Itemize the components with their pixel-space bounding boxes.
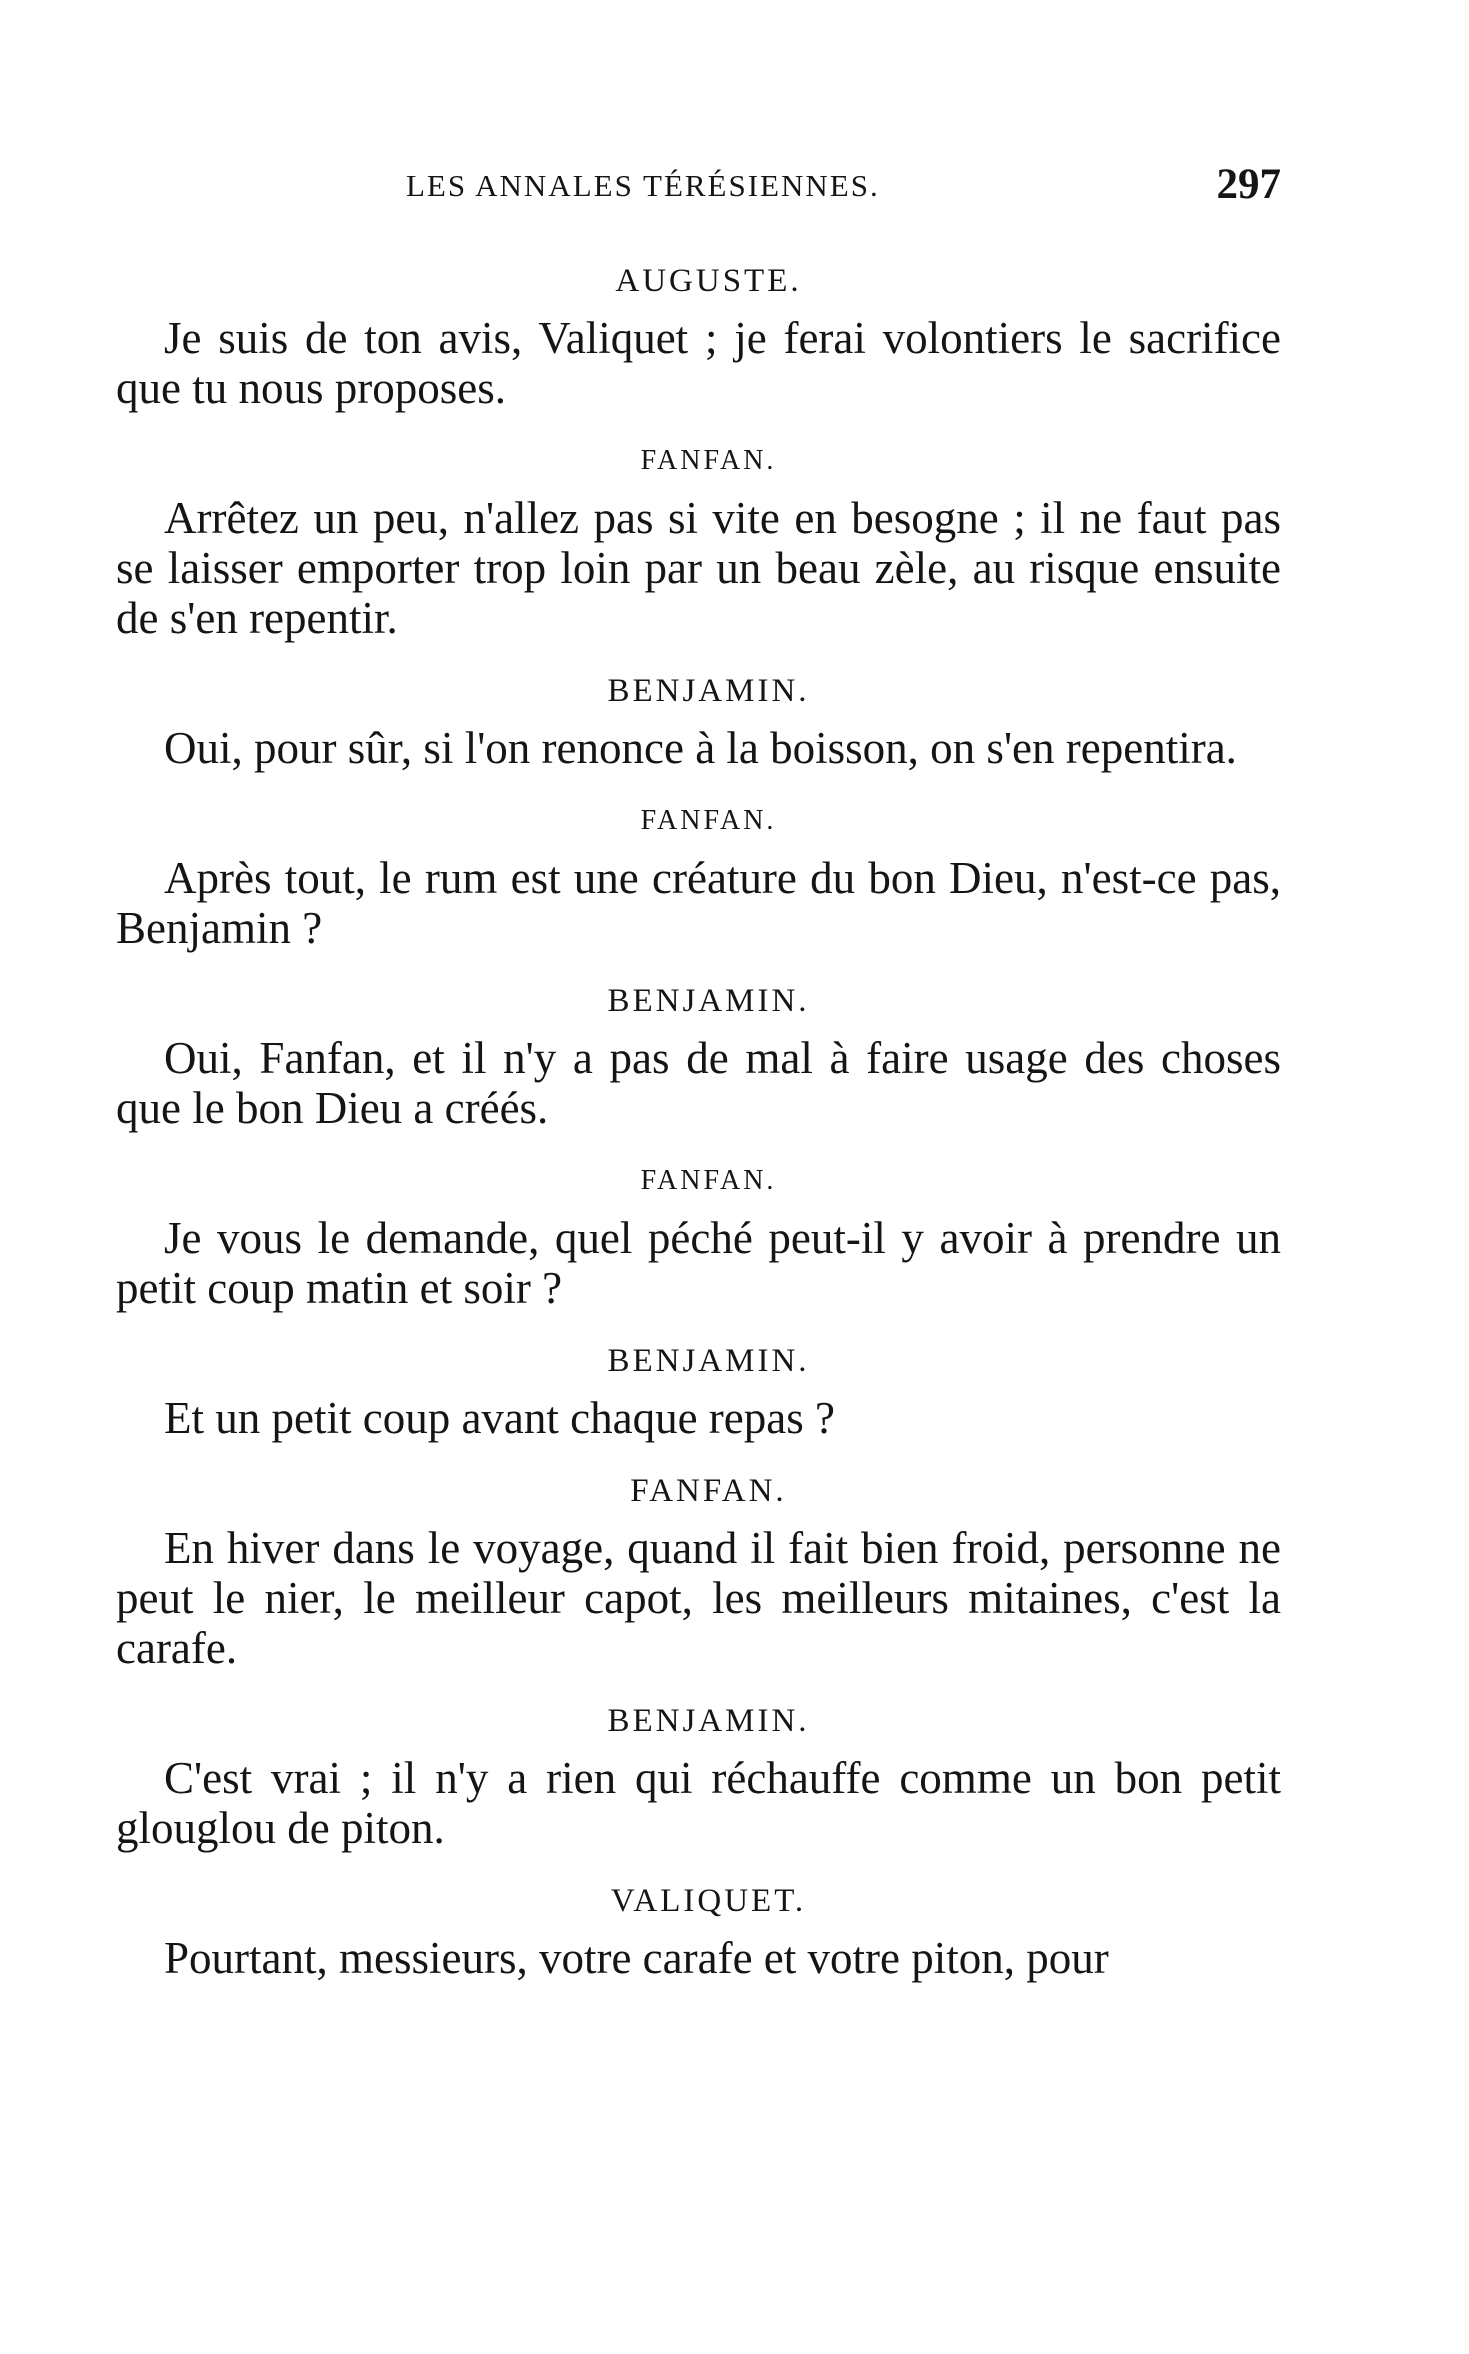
dialogue-entry [116,795,1281,953]
speaker-name: BENJAMIN. [607,1343,810,1379]
running-title: LES ANNALES TÉRÉSIENNES. [406,168,880,203]
dialogue-entry [116,975,1281,1133]
speech-text: C'est vrai ; il n'y a rien qui réchauffe comme un bon petit glouglou de piton. [116,1753,1281,1853]
dialogue-entry [116,665,1281,773]
speaker-name: FANFAN. [640,805,777,836]
dialogue-entry [116,1875,1281,1983]
speaker-name: AUGUSTE. [615,263,802,299]
dialogue-entry [116,1465,1281,1673]
speech-text: Oui, Fanfan, et il n'y a pas de mal à faire usage des choses que le bon Dieu a créés. [116,1033,1281,1133]
page-header [116,160,1281,210]
speech-text: Je suis de ton avis, Valiquet ; je ferai volontiers le sacrifice que tu nous proposes. [116,313,1281,413]
speaker-name: BENJAMIN. [607,673,810,709]
dialogue-entry [116,1155,1281,1313]
speech-text: Pourtant, messieurs, votre carafe et votre piton, pour [164,1933,1109,1983]
speech-text: Je vous le demande, quel péché peut-il y avoir à prendre un petit coup matin et soir ? [116,1213,1281,1313]
speaker-name: VALIQUET. [610,1883,807,1919]
speaker-name: FANFAN. [640,1165,777,1196]
speaker-name: FANFAN. [640,445,777,476]
speech-text: Arrêtez un peu, n'allez pas si vite en besogne ; il ne faut pas se laisser emporter trop loin par un beau zèle, au risque ensuite de s'en repentir. [116,493,1281,643]
speech-text: Oui, pour sûr, si l'on renonce à la boisson, on s'en repentira. [164,723,1237,773]
page-number: 297 [1216,161,1281,208]
dialogue-entry [116,1335,1281,1443]
speech-text: En hiver dans le voyage, quand il fait bien froid, personne ne peut le nier, le meilleur capot, les meilleurs mitaines, c'est la carafe. [116,1523,1281,1673]
dialogue-entry [116,255,1281,413]
speech-text: Et un petit coup avant chaque repas ? [164,1393,835,1443]
speaker-name: BENJAMIN. [607,983,810,1019]
speaker-name: BENJAMIN. [607,1703,810,1739]
dialogue-entry [116,435,1281,643]
speech-text: Après tout, le rum est une créature du bon Dieu, n'est-ce pas, Benjamin ? [116,853,1281,953]
play-dialogue [116,255,1281,1983]
dialogue-entry [116,1695,1281,1853]
speaker-name: FANFAN. [630,1473,787,1509]
